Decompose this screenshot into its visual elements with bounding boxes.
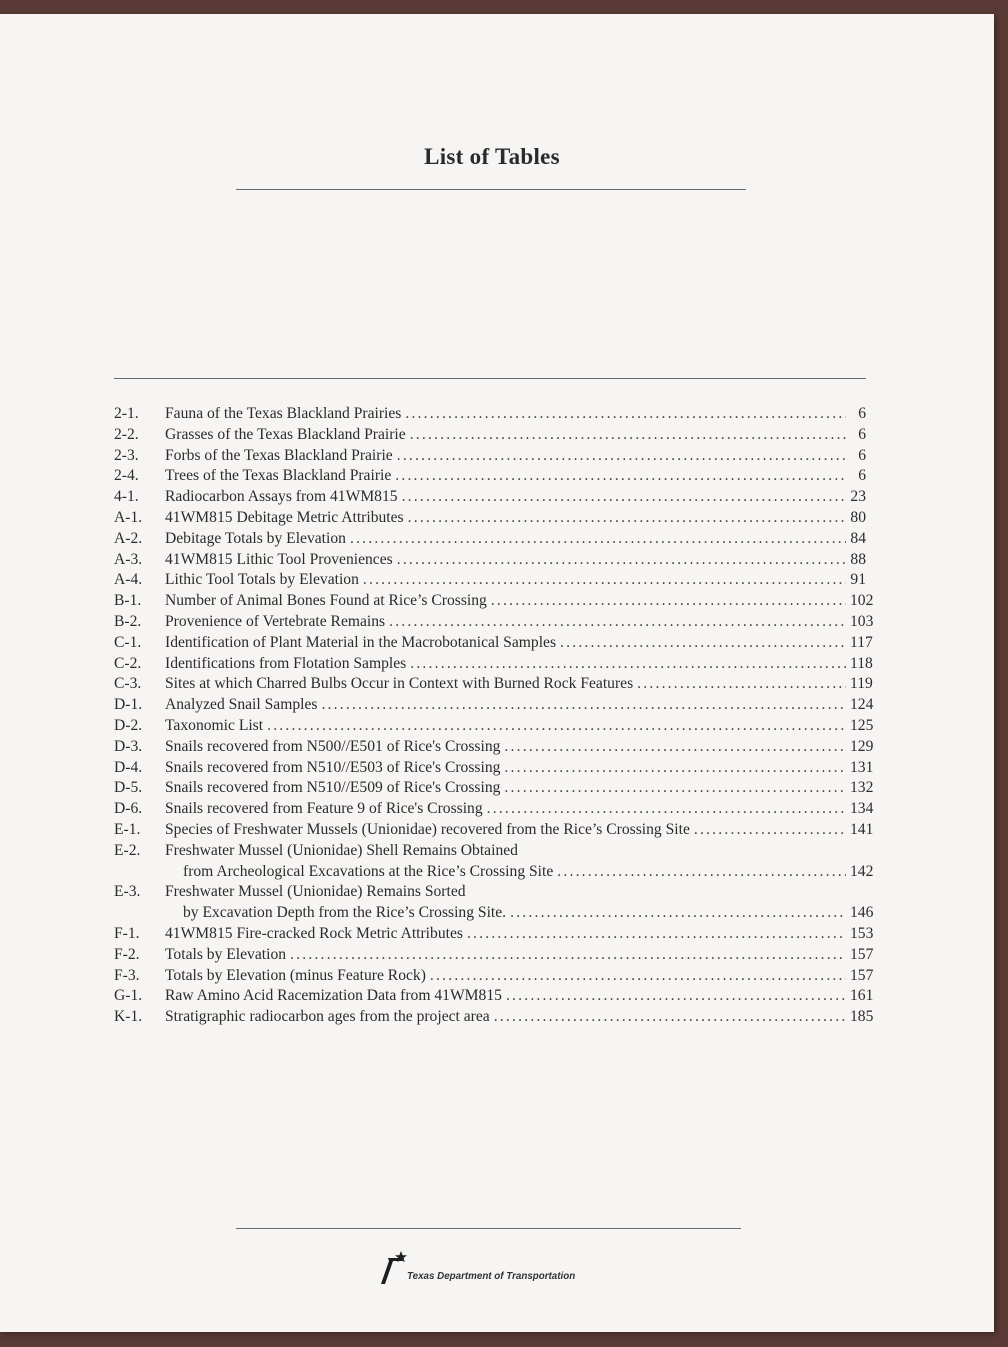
- table-entry: [114, 1007, 874, 1028]
- page-number: 6: [858, 467, 866, 485]
- table-number: D-4.: [114, 758, 143, 776]
- table-title: Grasses of the Texas Blackland Prairie: [165, 425, 406, 443]
- dot-leader: [694, 820, 846, 841]
- table-entry-line: [183, 862, 874, 883]
- table-entry-line: [165, 841, 866, 862]
- table-entry-line: [165, 882, 866, 903]
- table-entry-continuation: [114, 862, 874, 883]
- table-entry-line: [165, 425, 866, 446]
- dot-leader: [290, 945, 846, 966]
- table-entry-line: [165, 591, 874, 612]
- dot-leader: [402, 487, 846, 508]
- table-entry: [114, 695, 874, 716]
- page-number: 6: [858, 446, 866, 464]
- page-number: 88: [850, 550, 866, 568]
- table-entry: [114, 841, 866, 862]
- dot-leader: [397, 550, 846, 571]
- table-entry: [114, 799, 874, 820]
- table-number: 4-1.: [114, 488, 139, 506]
- table-title: Number of Animal Bones Found at Rice’s Crossing: [165, 592, 487, 610]
- dot-leader: [389, 612, 846, 633]
- table-title: Raw Amino Acid Racemization Data from 41WM815: [165, 987, 502, 1005]
- table-entry: [114, 425, 866, 446]
- page-number: 118: [850, 654, 873, 672]
- table-entry-line: [165, 529, 866, 550]
- table-number: F-2.: [114, 945, 140, 963]
- dot-leader: [467, 924, 846, 945]
- table-entry-line: [165, 737, 874, 758]
- table-entry-line: [165, 466, 866, 487]
- table-entry-line: [165, 633, 873, 654]
- table-number: F-1.: [114, 924, 140, 942]
- page-number: 124: [850, 696, 874, 714]
- table-entry: [114, 966, 874, 987]
- dot-leader: [506, 986, 846, 1007]
- table-number: 2-4.: [114, 467, 139, 485]
- page-number: 6: [858, 425, 866, 443]
- table-entry: [114, 508, 866, 529]
- table-entry: [114, 654, 873, 675]
- table-title-continued: by Excavation Depth from the Rice’s Crossing Site.: [183, 904, 507, 922]
- page-number: 129: [850, 737, 874, 755]
- dot-leader: [560, 633, 846, 654]
- page-number: 91: [850, 571, 866, 589]
- table-number: A-3.: [114, 550, 143, 568]
- table-entry: [114, 487, 866, 508]
- table-entry-line: [165, 1007, 874, 1028]
- table-number: C-1.: [114, 633, 142, 651]
- dot-leader: [321, 695, 846, 716]
- table-number: D-2.: [114, 716, 143, 734]
- table-title: Forbs of the Texas Blackland Prairie: [165, 446, 393, 464]
- table-entry: [114, 758, 874, 779]
- table-number: B-1.: [114, 592, 142, 610]
- dot-leader: [267, 716, 846, 737]
- table-number: F-3.: [114, 966, 140, 984]
- page-number: 132: [850, 779, 874, 797]
- table-number: B-2.: [114, 612, 142, 630]
- dot-leader: [491, 591, 846, 612]
- table-number: A-2.: [114, 529, 143, 547]
- table-entry-line: [165, 966, 874, 987]
- table-title: Taxonomic List: [165, 716, 264, 734]
- page-number: 84: [850, 529, 866, 547]
- footer-org: Texas Department of Transportation: [407, 1271, 576, 1282]
- table-entry: [114, 716, 874, 737]
- table-entry-line: [165, 654, 873, 675]
- page-title: List of Tables: [424, 144, 560, 169]
- table-entry: [114, 820, 874, 841]
- table-entry-line: [165, 986, 874, 1007]
- page-number: 80: [850, 508, 866, 526]
- txdot-star-icon: [380, 1250, 408, 1286]
- page-number: 134: [850, 800, 874, 818]
- table-entry-line: [165, 487, 866, 508]
- table-title: Freshwater Mussel (Unionidae) Shell Remains Obtained: [165, 841, 518, 859]
- table-title: Debitage Totals by Elevation: [165, 529, 346, 547]
- table-number: D-5.: [114, 779, 143, 797]
- page-number: 119: [850, 675, 873, 693]
- document-page: [0, 14, 994, 1332]
- table-entry-line: [165, 820, 874, 841]
- table-title: Trees of the Texas Blackland Prairie: [165, 467, 392, 485]
- page-number: 161: [850, 987, 874, 1005]
- page-number: 157: [850, 945, 874, 963]
- dot-leader: [410, 654, 846, 675]
- table-entry: [114, 570, 866, 591]
- table-entry: [114, 737, 874, 758]
- table-title: Sites at which Charred Bulbs Occur in Context with Burned Rock Features: [165, 675, 634, 693]
- table-entry: [114, 778, 874, 799]
- table-number: E-3.: [114, 883, 141, 901]
- table-entry: [114, 446, 866, 467]
- table-title: Analyzed Snail Samples: [165, 696, 318, 714]
- table-number: E-2.: [114, 841, 141, 859]
- table-number: A-1.: [114, 508, 143, 526]
- dot-leader: [350, 529, 846, 550]
- table-entry-line: [165, 446, 866, 467]
- table-number: 2-1.: [114, 405, 139, 422]
- table-entry-line: [165, 945, 874, 966]
- dot-leader: [363, 570, 846, 591]
- table-number: D-3.: [114, 737, 143, 755]
- table-title: Snails recovered from Feature 9 of Rice's Crossing: [165, 800, 483, 818]
- dot-leader: [510, 903, 846, 924]
- table-entry-line: [183, 903, 874, 924]
- table-title: Lithic Tool Totals by Elevation: [165, 571, 359, 589]
- page-number: 102: [850, 592, 874, 610]
- table-entry-line: [165, 404, 866, 425]
- table-entry-line: [165, 695, 874, 716]
- table-number: E-1.: [114, 820, 141, 838]
- title-rule: [236, 189, 746, 190]
- table-title: Identifications from Flotation Samples: [165, 654, 407, 672]
- table-entry: [114, 591, 874, 612]
- table-number: 2-3.: [114, 446, 139, 464]
- table-entry-line: [165, 674, 873, 695]
- page-number: 131: [850, 758, 874, 776]
- table-title: 41WM815 Fire-cracked Rock Metric Attributes: [165, 924, 463, 942]
- table-list: [114, 404, 874, 1028]
- dot-leader: [557, 862, 846, 883]
- table-title-continued: from Archeological Excavations at the Rice’s Crossing Site: [183, 862, 554, 880]
- dot-leader: [637, 674, 846, 695]
- table-title: Identification of Plant Material in the Macrobotanical Samples: [165, 633, 557, 651]
- dot-leader: [430, 966, 846, 987]
- table-number: G-1.: [114, 987, 143, 1005]
- page-number: 125: [850, 716, 874, 734]
- table-entry-line: [165, 570, 866, 591]
- page-number: 153: [850, 924, 874, 942]
- table-number: 2-2.: [114, 425, 139, 443]
- table-entry: [114, 674, 873, 695]
- page-number: 185: [850, 1008, 874, 1026]
- dot-leader: [405, 404, 846, 425]
- table-entry: [114, 529, 866, 550]
- table-entry-line: [165, 716, 874, 737]
- table-number: D-6.: [114, 800, 143, 818]
- table-entry: [114, 612, 874, 633]
- table-number: K-1.: [114, 1008, 143, 1026]
- table-entry-line: [165, 550, 866, 571]
- page-number: 157: [850, 966, 874, 984]
- table-title: Species of Freshwater Mussels (Unionidae) recovered from the Rice’s Crossing Site: [165, 820, 690, 838]
- table-title: Stratigraphic radiocarbon ages from the project area: [165, 1008, 490, 1026]
- table-title: Freshwater Mussel (Unionidae) Remains Sorted: [165, 883, 466, 901]
- dot-leader: [504, 737, 846, 758]
- table-title: Radiocarbon Assays from 41WM815: [165, 488, 398, 506]
- page-number: 6: [858, 405, 866, 422]
- dot-leader: [395, 466, 846, 487]
- table-number: C-2.: [114, 654, 142, 672]
- table-entry: [114, 550, 866, 571]
- table-entry-line: [165, 758, 874, 779]
- footer-rule: [236, 1228, 741, 1229]
- page-number: 142: [850, 862, 874, 880]
- table-title: Totals by Elevation: [165, 945, 287, 963]
- dot-leader: [487, 799, 846, 820]
- page-number: 23: [850, 488, 866, 506]
- txdot-logo: [380, 1250, 620, 1290]
- table-title: Totals by Elevation (minus Feature Rock): [165, 966, 426, 984]
- page-number: 103: [850, 612, 874, 630]
- table-entry: [114, 633, 873, 654]
- table-entry-line: [165, 612, 874, 633]
- table-title: Provenience of Vertebrate Remains: [165, 612, 386, 630]
- table-entry: [114, 945, 874, 966]
- dot-leader: [504, 778, 846, 799]
- table-title: Snails recovered from N500//E501 of Rice's Crossing: [165, 737, 501, 755]
- list-top-rule: [114, 378, 866, 379]
- table-title: Fauna of the Texas Blackland Prairies: [165, 405, 402, 422]
- table-entry: [114, 882, 866, 903]
- page-number: 146: [850, 904, 874, 922]
- table-title: 41WM815 Lithic Tool Proveniences: [165, 550, 393, 568]
- table-number: A-4.: [114, 571, 143, 589]
- dot-leader: [504, 758, 846, 779]
- table-entry: [114, 986, 874, 1007]
- page-number: 117: [850, 633, 873, 651]
- table-title: Snails recovered from N510//E509 of Rice's Crossing: [165, 779, 501, 797]
- table-title: Snails recovered from N510//E503 of Rice's Crossing: [165, 758, 501, 776]
- table-entry: [114, 466, 866, 487]
- table-entry: [114, 404, 866, 425]
- dot-leader: [410, 425, 846, 446]
- table-entry-line: [165, 508, 866, 529]
- table-number: D-1.: [114, 696, 143, 714]
- table-entry-line: [165, 778, 874, 799]
- dot-leader: [397, 446, 846, 467]
- table-entry-line: [165, 799, 874, 820]
- table-entry-line: [165, 924, 874, 945]
- dot-leader: [408, 508, 846, 529]
- dot-leader: [494, 1007, 846, 1028]
- table-number: C-3.: [114, 675, 142, 693]
- table-title: 41WM815 Debitage Metric Attributes: [165, 508, 404, 526]
- table-entry-continuation: [114, 903, 874, 924]
- page-number: 141: [850, 820, 874, 838]
- table-entry: [114, 924, 874, 945]
